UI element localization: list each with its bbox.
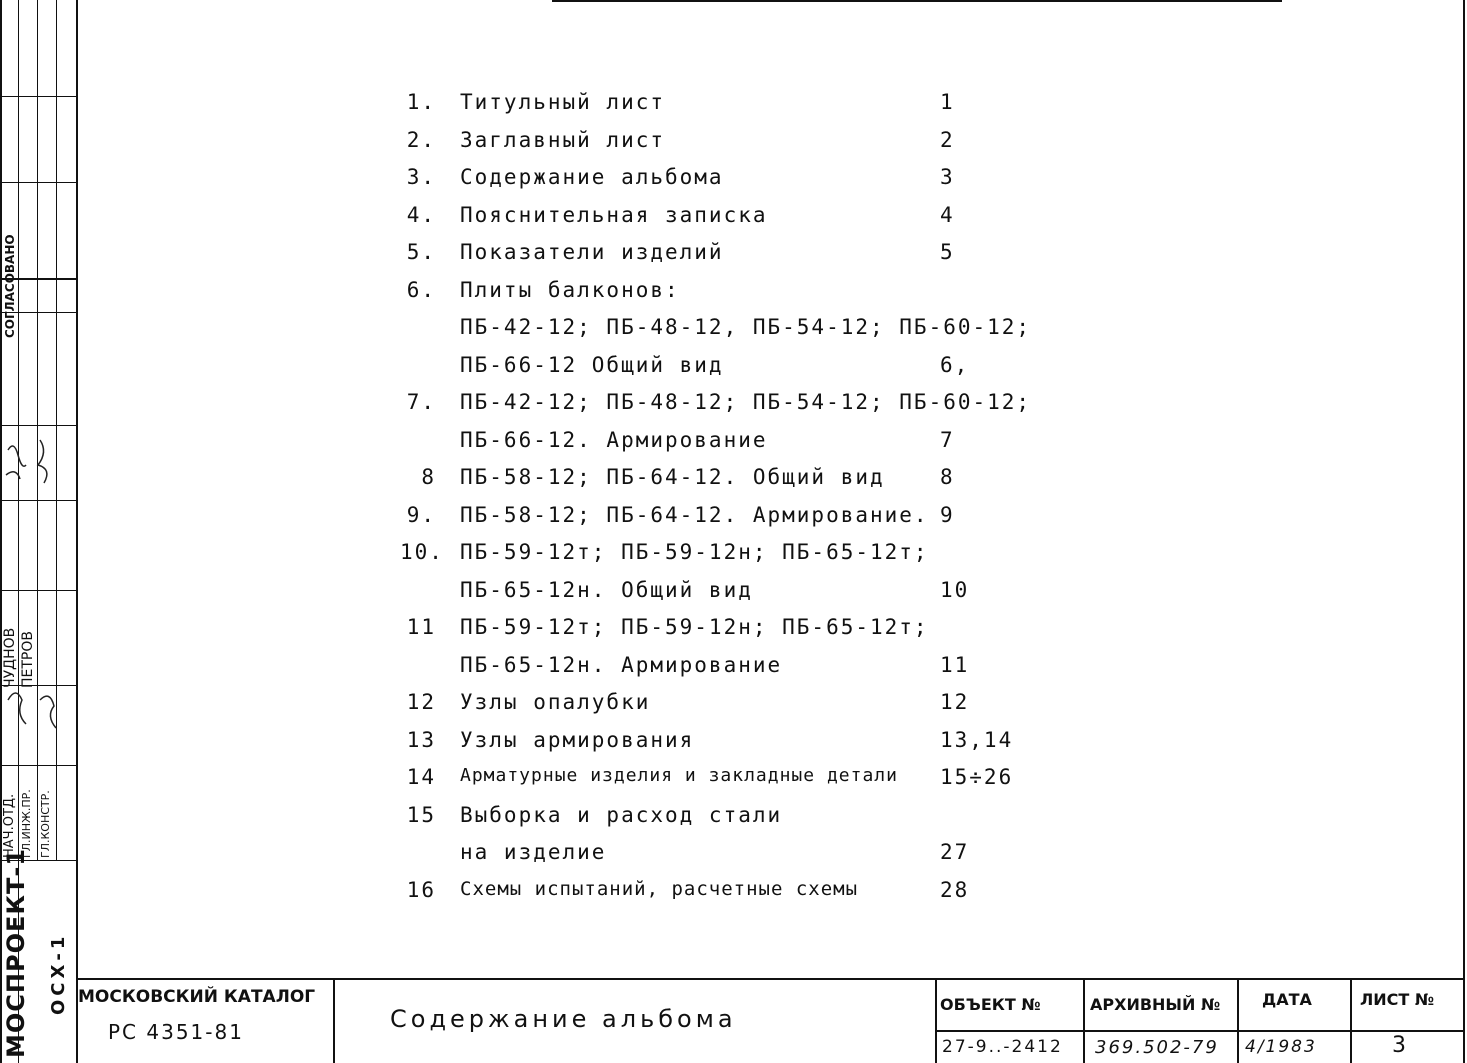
item-title: Выборка и расход стали: [460, 802, 783, 827]
name-petrov: ПЕТРОВ: [20, 631, 36, 688]
list-item: [400, 728, 1040, 766]
item-title: Плиты балконов:: [460, 277, 680, 302]
list-item: [400, 840, 1040, 878]
list-item: [400, 765, 1040, 803]
item-title: Титульный лист: [460, 90, 666, 114]
item-title: ПБ-42-12; ПБ-48-12; ПБ-54-12; ПБ-60-12;: [460, 390, 1032, 414]
list-item: [400, 90, 1040, 128]
item-title: Показатели изделий: [460, 240, 724, 264]
item-page: 7: [940, 427, 955, 452]
item-title: ПБ-58-12; ПБ-64-12. Армирование.: [460, 502, 929, 527]
list-item: [400, 878, 1040, 916]
item-page: 2: [940, 127, 955, 152]
object-value: 27-9..-2412: [942, 1037, 1063, 1057]
item-title: ПБ-66-12 Общий вид: [460, 352, 724, 377]
item-number: 5.: [406, 240, 436, 264]
item-number: 11: [406, 615, 436, 639]
catalog-label: МОСКОВСКИЙ КАТАЛОГ: [78, 987, 316, 1007]
item-page: 5: [940, 240, 955, 264]
tb-div-3: [1083, 978, 1085, 1063]
item-number: 1.: [406, 90, 436, 114]
list-item: [400, 503, 1040, 541]
item-title: Схемы испытаний, расчетные схемы: [460, 877, 859, 900]
list-item: [400, 278, 1040, 316]
list-item: [400, 803, 1040, 841]
item-page: 1: [940, 90, 955, 114]
item-page: 3: [940, 165, 955, 189]
item-number: 2.: [406, 127, 436, 152]
department-code: ОСХ-1: [48, 932, 69, 1015]
tb-mid: [935, 1030, 1465, 1032]
tb-div-1: [333, 978, 335, 1063]
list-item: [400, 128, 1040, 166]
list-item: [400, 540, 1040, 578]
list-item: [400, 165, 1040, 203]
item-page: 13,14: [940, 727, 1014, 752]
item-page: 28: [940, 877, 970, 902]
role-chief-engineer: ГЛ.ИНЖ.ПР.: [20, 789, 33, 858]
item-title: Содержание альбома: [460, 165, 724, 189]
item-title: ПБ-58-12; ПБ-64-12. Общий вид: [460, 465, 885, 489]
item-number: 4.: [406, 202, 436, 227]
contents-list: [400, 90, 1040, 915]
item-title: ПБ-59-12т; ПБ-59-12н; ПБ-65-12т;: [460, 540, 929, 564]
date-label: ДАТА: [1262, 990, 1312, 1009]
role-head-of-department: НАЧ.ОТД.: [2, 793, 17, 858]
item-number: 3.: [406, 165, 436, 189]
sheet-number-label: ЛИСТ №: [1360, 990, 1435, 1009]
role-chief-designer: ГЛ.КОНСТР.: [39, 790, 52, 858]
item-page: 12: [940, 690, 970, 714]
list-item: [400, 615, 1040, 653]
frame-top: [552, 0, 1282, 2]
list-item: [400, 653, 1040, 691]
item-title: ПБ-66-12. Армирование: [460, 427, 768, 452]
item-page: 4: [940, 202, 955, 227]
item-title: ПБ-65-12н. Общий вид: [460, 577, 753, 602]
item-title: ПБ-65-12н. Армирование: [460, 652, 783, 677]
list-item: [400, 353, 1040, 391]
item-number: 15: [406, 802, 436, 827]
item-title: Арматурные изделия и закладные детали: [460, 765, 898, 786]
frame-bottom-block-top: [76, 978, 1465, 980]
item-number: 14: [406, 765, 436, 789]
item-number: 12: [406, 690, 436, 714]
tb-div-4: [1237, 978, 1239, 1063]
date-value: 4/1983: [1245, 1037, 1317, 1057]
organization-name: МОСПРОЕКТ-1: [2, 847, 30, 1058]
item-number: 16: [406, 877, 436, 902]
list-item: [400, 203, 1040, 241]
list-item: [400, 465, 1040, 503]
frame-right: [1463, 0, 1465, 1063]
list-item: [400, 690, 1040, 728]
item-page: 8: [940, 465, 955, 489]
item-title: Узлы опалубки: [460, 690, 651, 714]
item-page: 27: [940, 840, 970, 864]
archive-label: АРХИВНЫЙ №: [1090, 995, 1221, 1014]
catalog-code: РС 4351-81: [108, 1020, 244, 1044]
item-title: ПБ-59-12т; ПБ-59-12н; ПБ-65-12т;: [460, 615, 929, 639]
item-number: 9.: [406, 502, 436, 527]
side-row-9: [0, 765, 77, 766]
sheet-number-value: 3: [1392, 1033, 1408, 1058]
item-number: 7.: [406, 390, 436, 414]
list-item: [400, 428, 1040, 466]
item-number: 8: [421, 465, 436, 489]
tb-div-2: [935, 978, 937, 1063]
item-page: 11: [940, 652, 970, 677]
item-title: ПБ-42-12; ПБ-48-12, ПБ-54-12; ПБ-60-12;: [460, 315, 1032, 339]
item-title: Узлы армирования: [460, 727, 695, 752]
item-number: 13: [406, 727, 436, 752]
object-label: ОБЪЕКТ №: [940, 995, 1041, 1014]
item-number: 10.: [400, 540, 444, 564]
archive-value: 369.502-79: [1095, 1037, 1219, 1058]
list-item: [400, 240, 1040, 278]
side-row-1: [0, 96, 77, 97]
sheet-title: Содержание альбома: [390, 1005, 737, 1033]
list-item: [400, 390, 1040, 428]
name-chudnov: ЧУДНОВ: [2, 627, 18, 688]
side-row-2: [0, 182, 77, 183]
item-title: Заглавный лист: [460, 127, 666, 152]
item-title: на изделие: [460, 840, 607, 864]
list-item: [400, 315, 1040, 353]
item-page: 9: [940, 502, 955, 527]
item-title: Пояснительная записка: [460, 202, 768, 227]
tb-div-5: [1350, 978, 1352, 1063]
item-page: 10: [940, 577, 970, 602]
item-number: 6.: [406, 277, 436, 302]
item-page: 15÷26: [940, 765, 1014, 789]
item-page: 6,: [940, 352, 970, 377]
signatures: [0, 420, 77, 760]
approval-stamp: СОГЛАСОВАНО: [3, 234, 17, 338]
list-item: [400, 578, 1040, 616]
